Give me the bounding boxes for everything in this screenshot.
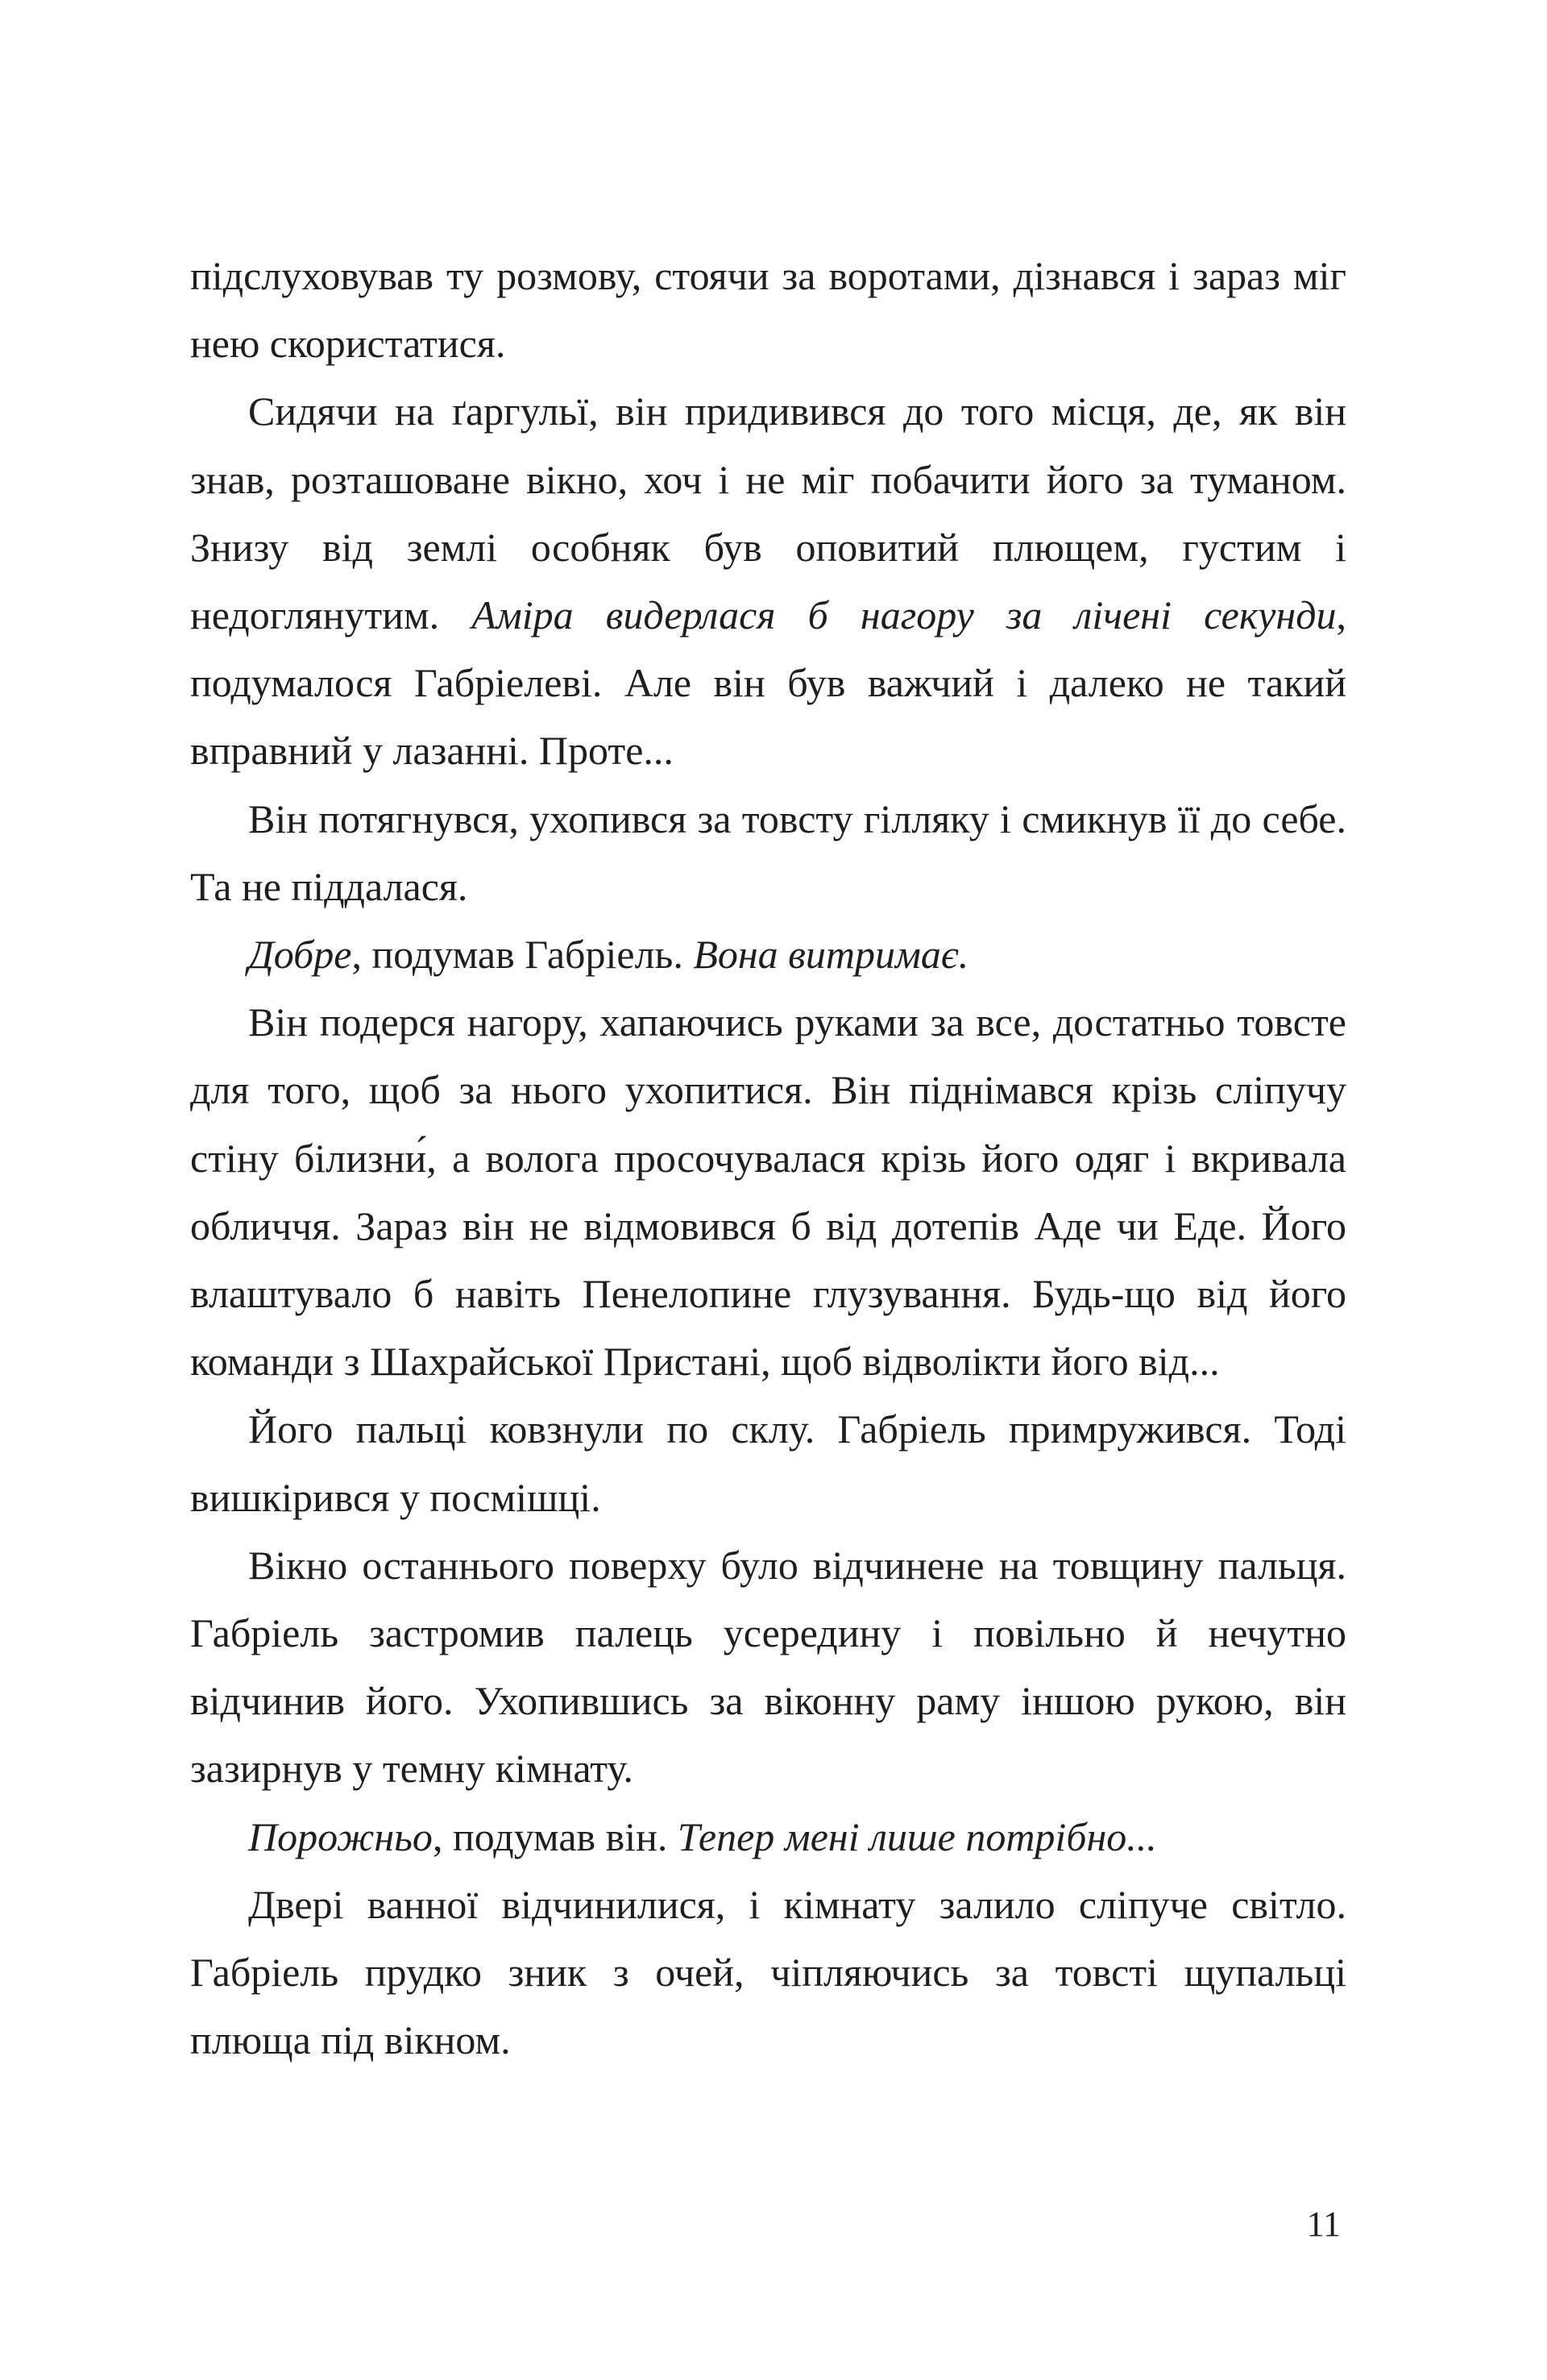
paragraph bbox=[190, 1871, 1346, 2075]
text-run: підслуховував ту розмову, стоячи за воротами, дізнався і зараз міг нею скористатися. bbox=[190, 253, 1346, 367]
text-run: Його пальці ковзнули по склу. Габріель примружився. Тоді вишкірився у посмішці. bbox=[190, 1406, 1346, 1520]
italic-thought: Добре bbox=[248, 932, 352, 978]
italic-thought: Порожньо bbox=[248, 1813, 433, 1859]
paragraph bbox=[190, 242, 1346, 377]
italic-thought: Аміра видерлася б нагору за лічені секунди bbox=[471, 592, 1337, 638]
text-run: , подумалося Габріелеві. Але він був важчий і далеко не такий вправний у лазанні. Проте... bbox=[190, 592, 1347, 774]
text-run: Сидячи на ґаргульї, він придивився до того місця, де, як він знав, розташоване вікно, хоч і не міг побачити його за туманом. Знизу від землі особняк був оповитий плющем, густим і недоглянутим. bbox=[190, 388, 1346, 638]
text-run: , подумав він. bbox=[432, 1813, 678, 1859]
text-run: Він потягнувся, ухопився за товсту гілляку і смикнув її до себе. Та не піддалася. bbox=[190, 795, 1346, 909]
paragraph bbox=[190, 785, 1346, 920]
text-run: Двері ванної відчинилися, і кімнату залило сліпуче світло. Габріель прудко зник з очей, чіпляючись за товсті щупальці плюща під вікном. bbox=[190, 1881, 1346, 2063]
page-number: 11 bbox=[1306, 2204, 1341, 2244]
italic-thought: Вона витримає. bbox=[693, 932, 969, 978]
paragraph bbox=[190, 1395, 1346, 1531]
body-text bbox=[190, 242, 1346, 2074]
paragraph bbox=[190, 377, 1346, 784]
paragraph bbox=[190, 1803, 1346, 1871]
text-run: , подумав Габріель. bbox=[351, 932, 694, 978]
paragraph bbox=[190, 920, 1346, 988]
italic-thought: Тепер мені лише потрібно... bbox=[677, 1813, 1157, 1859]
paragraph bbox=[190, 988, 1346, 1395]
text-run: Він подерся нагору, хапаючись руками за все, достатньо товсте для того, щоб за нього ухопитися. Він піднімався крізь сліпучу стіну білизни́, а волога просочувалася крізь його одяг і вкривала обличчя. Зараз він не відмовився б від дотепів Аде чи Еде. Його влаштувало б навіть Пенелопине глузування. Будь-що від його команди з Шахрайської Пристані, щоб відволікти його від... bbox=[190, 999, 1346, 1385]
paragraph bbox=[190, 1531, 1346, 1803]
text-run: Вікно останнього поверху було відчинене на товщину пальця. Габріель застромив палець усередину і повільно й нечутно відчинив його. Ухопившись за віконну раму іншою рукою, він зазирнув у темну кімнату. bbox=[190, 1542, 1346, 1792]
